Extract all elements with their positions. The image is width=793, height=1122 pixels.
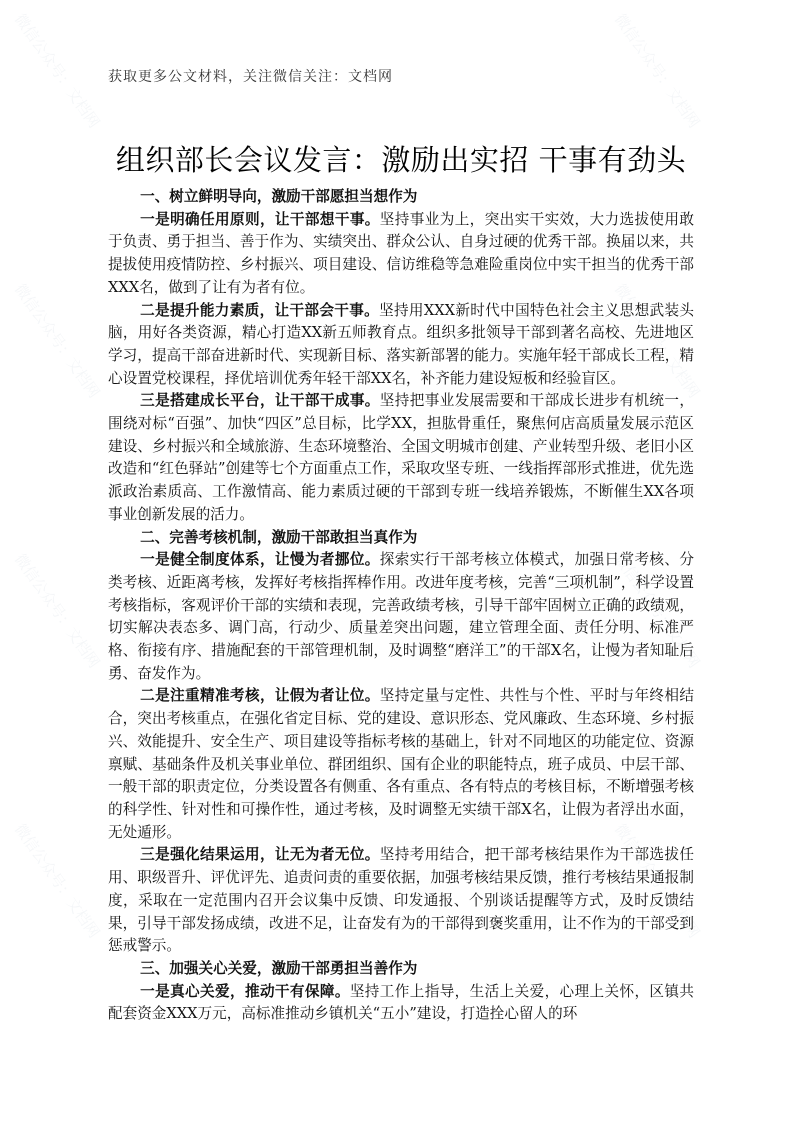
watermark-text: 微信公众号：文档网 [611, 280, 704, 402]
watermark-text: 微信公众号：文档网 [11, 820, 104, 942]
watermark-text: 微信公众号：文档网 [611, 820, 704, 942]
paragraph-lead: 一是健全制度体系，让慢为者挪位。 [140, 551, 380, 569]
watermark-text: 微信公众号：文档网 [11, 10, 104, 132]
paragraph-lead: 一是明确任用原则，让干部想干事。 [140, 210, 380, 228]
section-heading: 三、加强关心关爱，激励干部勇担当善作为 [140, 959, 418, 977]
paragraph-lead: 三是强化结果运用，让无为者无位。 [140, 846, 380, 864]
paragraph-lead: 三是搭建成长平台，让干部干成事。 [140, 392, 380, 410]
paragraph [108, 685, 694, 844]
watermark-text: 微信公众号：文档网 [11, 550, 104, 672]
paragraph-text: 坚持工作上指导，生活上关爱，心理上关怀，区镇共配套资金XXX万元，高标准推动乡镇机关“五小”建设，打造拴心留人的环 [108, 982, 694, 1023]
paragraph [108, 390, 694, 526]
document-title: 组织部长会议发言：激励出实招 干事有劲头 [115, 143, 687, 177]
section-heading: 二、完善考核机制，激励干部敢担当真作为 [140, 528, 418, 546]
paragraph [108, 981, 694, 1026]
watermark-text: 微信公众号：文档网 [11, 280, 104, 402]
paragraph [108, 844, 694, 958]
document-body [108, 140, 694, 1026]
section-heading: 一、树立鲜明导向，激励干部愿担当想作为 [140, 188, 418, 205]
paragraph-lead: 二是提升能力素质，让干部会干事。 [140, 301, 380, 319]
watermark-text: 微信公众号：文档网 [611, 10, 704, 132]
header-note: 获取更多公文材料，关注微信关注：文档网 [108, 69, 393, 85]
paragraph-text: 坚持考用结合，把干部考核结果作为干部选拔任用、职级晋升、评优评先、追责问责的重要依据，加强考核结果反馈，推行考核结果通报制度，采取在一定范围内召开会议集中反馈、印发通报、个别谈话提醒等方式，及时反馈结果，引导干部发扬成绩，改进不足，让奋发有为的干部得到褒奖重用，让不作为的干部受到惩戒警示。 [108, 846, 694, 955]
watermark-text: 微信公众号：文档网 [611, 550, 704, 672]
paragraph-text: 坚持定量与定性、共性与个性、平时与年终相结合，突出考核重点，在强化省定目标、党的建设、意识形态、党风廉政、生态环境、乡村振兴、效能提升、安全生产、项目建设等指标考核的基础上，针对不同地区的功能定位、资源禀赋、基础条件及机关事业单位、群团组织、国有企业的职能特点，班子成员、中层干部、一般干部的职责定位，分类设置各有侧重、各有重点、各有特点的考核目标，不断增强考核的科学性、针对性和可操作性，通过考核，及时调整无实绩干部X名，让假为者浮出水面，无处遁形。 [108, 687, 694, 841]
paragraph-text: 坚持把事业发展需要和干部成长进步有机统一，围绕对标“百强”、加快“四区”总目标，比学XX，担肱骨重任，聚焦何店高质量发展示范区建设、乡村振兴和全域旅游、生态环境整治、全国文明城市创建、产业转型升级、老旧小区改造和“红色驿站”创建等七个方面重点工作，采取攻坚专班、一线指挥部形式推进，优先选派政治素质高、工作激情高、能力素质过硬的干部到专班一线培养锻炼，不断催生XX各项事业创新发展的活力。 [108, 392, 694, 523]
paragraph-text: 探索实行干部考核立体模式，加强日常考核、分类考核、近距离考核，发挥好考核指挥棒作用。改进年度考核，完善“三项机制”，科学设置考核指标，客观评价干部的实绩和表现，完善政绩考核，引导干部牢固树立正确的政绩观，切实解决表态多、调门高，行动少、质量差突出问题，建立管理全面、责任分明、标准严格、衔接有序、措施配套的干部管理机制，及时调整“磨洋工”的干部X名，让慢为者知耻后勇、奋发作为。 [108, 551, 694, 682]
paragraph-text: 坚持用XXX新时代中国特色社会主义思想武装头脑，用好各类资源，精心打造XX新五师教育点。组织多批领导干部到著名高校、先进地区学习，提高干部奋进新时代、实现新目标、落实新部署的能力。实施年轻干部成长工程，精心设置党校课程，择优培训优秀年轻干部XX名，补齐能力建设短板和经验盲区。 [108, 301, 694, 387]
paragraph-text: 坚持事业为上，突出实干实效，大力选拔使用敢于负责、勇于担当、善于作为、实绩突出、群众公认、自身过硬的优秀干部。换届以来，共提拔使用疫情防控、乡村振兴、项目建设、信访维稳等急难险重岗位中实干担当的优秀干部XXX名，做到了让有为者有位。 [108, 210, 694, 296]
paragraph-lead: 一是真心关爱，推动干有保障。 [140, 982, 350, 1000]
paragraph [108, 549, 694, 685]
paragraph [108, 300, 694, 391]
paragraph-lead: 二是注重精准考核，让假为者让位。 [140, 687, 380, 705]
paragraph [108, 209, 694, 300]
